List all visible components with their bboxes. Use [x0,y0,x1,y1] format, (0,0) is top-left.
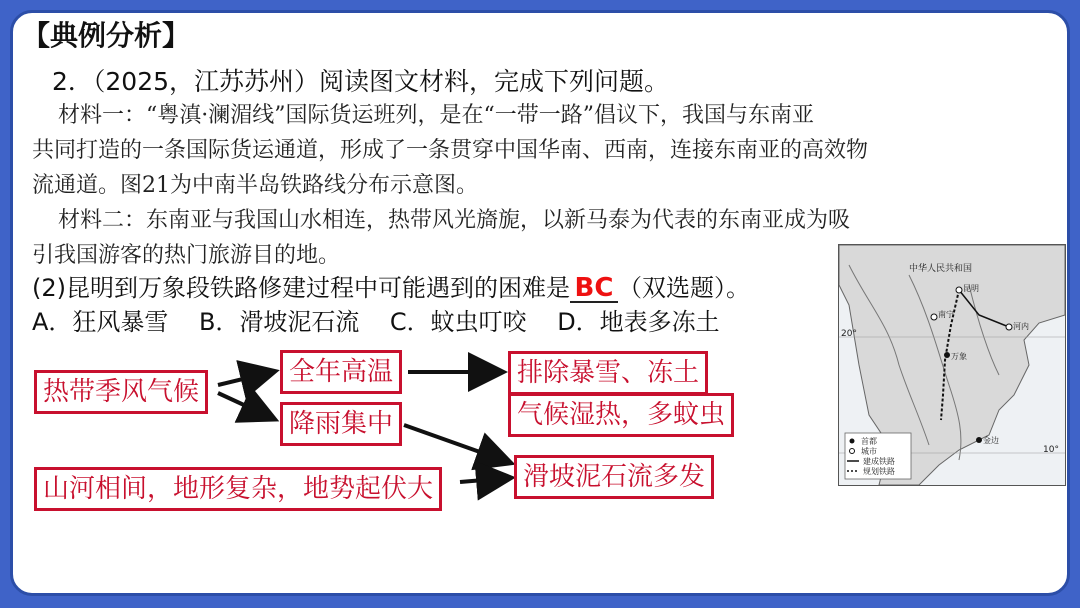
box-landslide: 滑坡泥石流多发 [514,455,714,499]
box-terrain: 山河相间，地形复杂，地势起伏大 [34,467,442,511]
question-title: 2．（2025，江苏苏州）阅读图文材料，完成下列问题。 [52,67,670,96]
arrow-monsoon-to-hightemp [218,372,272,385]
map-city-kunming: 昆明 [963,284,979,293]
arrow-rain-to-landslide [404,425,508,462]
box-high-temp: 全年高温 [280,350,402,394]
map-city-nanning: 南宁 [938,310,954,319]
arrow-monsoon-to-rain [218,393,272,418]
map-legend-built: 建成铁路 [863,457,895,466]
box-rain: 降雨集中 [280,402,402,446]
peninsula-railway-map [838,244,1066,486]
map-lat-20: 20° [841,329,857,339]
city-nanning-dot [931,314,937,320]
box-monsoon: 热带季风气候 [34,370,208,414]
map-legend-city: 城市 [861,447,877,456]
box-humid: 气候湿热，多蚊虫 [508,393,734,437]
option-d: D．地表多冻土 [557,308,720,336]
option-a: A．狂风暴雪 [32,308,169,336]
map-city-vientiane: 万象 [951,352,967,361]
option-b: B．滑坡泥石流 [198,308,360,336]
subquestion-prefix: (2)昆明到万象段铁路修建过程中可能遇到的困难是 [32,274,570,302]
material-line-5: 引我国游客的热门旅游目的地。 [32,243,341,268]
box-exclude: 排除暴雪、冻土 [508,351,708,395]
city-phnompenh-dot [976,437,982,443]
material-line-4: 材料二：东南亚与我国山水相连，热带风光旖旎，以新马泰为代表的东南亚成为吸 [58,208,851,233]
map-city-phnompenh: 金边 [983,436,999,445]
subquestion-suffix: （双选题）。 [618,274,750,302]
arrow-terrain-to-landslide [460,478,508,482]
section-heading: 【典例分析】 [22,19,191,52]
city-hanoi-dot [1006,324,1012,330]
map-legend-planned: 规划铁路 [863,467,895,476]
material-line-2: 共同打造的一条国际货运通道，形成了一条贯穿中国华南、西南，连接东南亚的高效物 [32,138,869,163]
map-country-label: 中华人民共和国 [909,264,973,274]
map-lat-10: 10° [1043,445,1059,455]
map-legend-capital: 首都 [861,437,877,446]
material-line-1: 材料一：“粤滇·澜湄线”国际货运班列，是在“一带一路”倡议下，我国与东南亚 [58,103,814,128]
map-city-hanoi: 河内 [1013,322,1029,331]
city-kunming-dot [956,287,962,293]
answer-blank: BC [570,275,618,303]
city-vientiane-dot [944,352,950,358]
material-line-3: 流通道。图21为中南半岛铁路线分布示意图。 [32,173,478,198]
option-c: C．蚊虫叮咬 [389,308,527,336]
